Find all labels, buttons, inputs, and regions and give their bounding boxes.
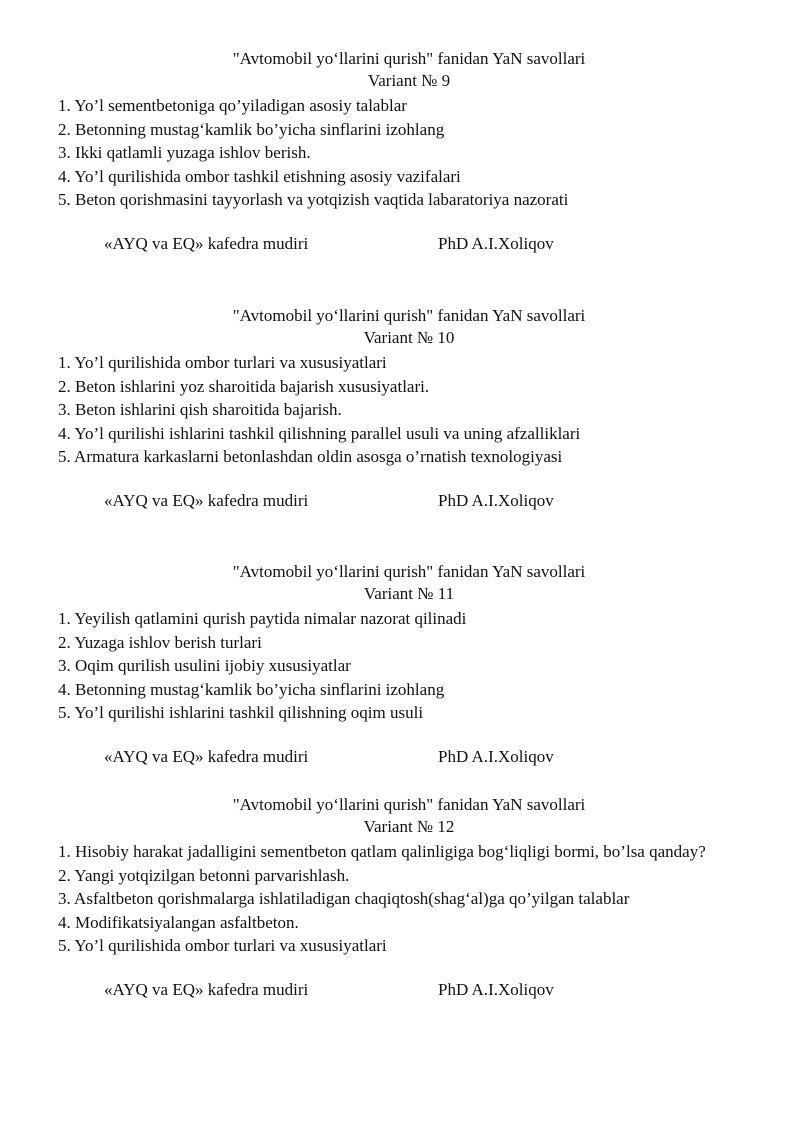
department-head-label: «AYQ va EQ» kafedra mudiri — [104, 979, 309, 999]
signatory-name: PhD A.I.Xoliqov — [438, 233, 554, 253]
section-title: "Avtomobil yo‘llarini qurish" fanidan YaN savollari — [232, 49, 586, 68]
question-item: 4. Modifikatsiyalangan asfaltbeton. — [58, 912, 299, 932]
section-title: "Avtomobil yo‘llarini qurish" fanidan YaN savollari — [232, 562, 586, 581]
question-item: 4. Yo’l qurilishi ishlarini tashkil qilishning parallel usuli va uning afzalliklari — [58, 423, 581, 443]
question-item: 1. Yo’l qurilishida ombor turlari va xususiyatlari — [58, 353, 387, 372]
signatory-name: PhD A.I.Xoliqov — [438, 746, 554, 766]
question-item: 3. Beton ishlarini qish sharoitida bajarish. — [58, 400, 342, 419]
department-head-label: «AYQ va EQ» kafedra mudiri — [104, 233, 309, 253]
variant-block-10 — [0, 305, 800, 514]
question-item: 2. Betonning mustag‘kamlik bo’yicha sinflarini izohlang — [58, 119, 445, 139]
question-item: 2. Yangi yotqizilgan betonni parvarishlash. — [58, 865, 350, 885]
signatory-name: PhD A.I.Xoliqov — [438, 490, 554, 510]
question-list — [0, 840, 800, 958]
question-list — [0, 607, 800, 725]
variant-number: Variant № 11 — [363, 584, 455, 603]
question-item: 4. Yo’l qurilishida ombor tashkil etishning asosiy vazifalari — [58, 166, 461, 186]
question-item: 3. Oqim qurilish usulini ijobiy xususiyatlar — [58, 656, 351, 675]
variant-number: Variant № 12 — [363, 817, 455, 836]
question-item: 2. Yuzaga ishlov berish turlari — [58, 632, 262, 652]
question-item: 5. Yo’l qurilishida ombor turlari va xususiyatlari — [58, 936, 387, 955]
question-item: 1. Yeyilish qatlamini qurish paytida nimalar nazorat qilinadi — [58, 609, 467, 628]
variant-number: Variant № 10 — [363, 328, 455, 347]
signatory-name: PhD A.I.Xoliqov — [438, 979, 554, 999]
question-item: 5. Armatura karkaslarni betonlashdan oldin asosga o’rnatish texnologiyasi — [58, 447, 563, 466]
question-item: 1. Yo’l sementbetoniga qo’yiladigan asosiy talablar — [58, 96, 407, 115]
question-list — [0, 351, 800, 469]
signature-line — [0, 233, 800, 257]
department-head-label: «AYQ va EQ» kafedra mudiri — [104, 490, 309, 510]
variant-number: Variant № 9 — [367, 71, 451, 90]
signature-line — [0, 746, 800, 770]
question-item: 1. Hisobiy harakat jadalligini sementbeton qatlam qalinligiga bog‘liqligi bormi, bo’lsa qanday? — [58, 842, 706, 861]
signature-line — [0, 490, 800, 514]
department-head-label: «AYQ va EQ» kafedra mudiri — [104, 746, 309, 766]
question-item: 3. Ikki qatlamli yuzaga ishlov berish. — [58, 143, 311, 162]
question-list — [0, 94, 800, 212]
signature-line — [0, 979, 800, 1003]
section-title: "Avtomobil yo‘llarini qurish" fanidan YaN savollari — [232, 306, 586, 325]
question-item: 2. Beton ishlarini yoz sharoitida bajarish xususiyatlari. — [58, 376, 430, 396]
variant-block-12 — [0, 794, 800, 1003]
question-item: 3. Asfaltbeton qorishmalarga ishlatiladigan chaqiqtosh(shag‘al)ga qo’yilgan talablar — [58, 889, 630, 908]
section-title: "Avtomobil yo‘llarini qurish" fanidan YaN savollari — [232, 795, 586, 814]
question-item: 5. Beton qorishmasini tayyorlash va yotqizish vaqtida labaratoriya nazorati — [58, 190, 569, 209]
variant-block-11 — [0, 561, 800, 770]
question-item: 5. Yo’l qurilishi ishlarini tashkil qilishning oqim usuli — [58, 703, 424, 722]
variant-block-9 — [0, 48, 800, 257]
question-item: 4. Betonning mustag‘kamlik bo’yicha sinflarini izohlang — [58, 679, 445, 699]
